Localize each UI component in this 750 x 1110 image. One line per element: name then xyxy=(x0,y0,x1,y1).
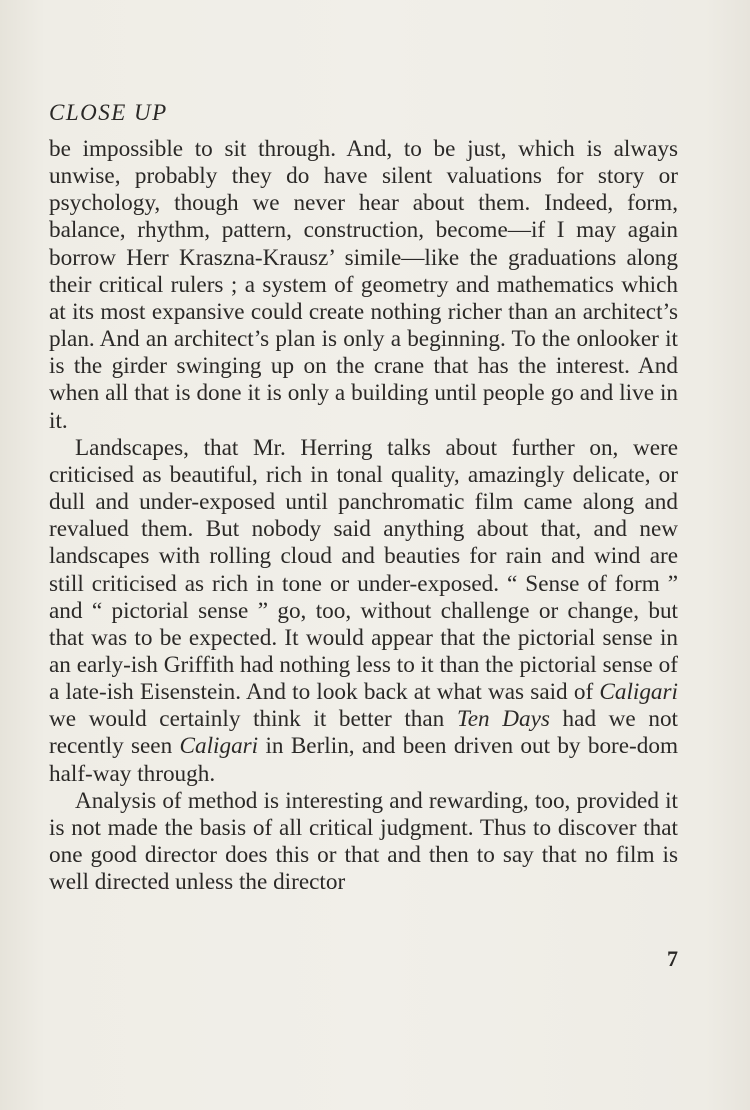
film-title-caligari: Caligari xyxy=(599,679,678,706)
body-text xyxy=(49,136,678,896)
text-segment: Landscapes, that Mr. Herring talks about further on, were criticised as beautiful, rich in tonal quality, amazingly delicate, or dull and under-exposed until panchromatic film came along and revalued them. But nobody said anything about that, and new landscapes with rolling cloud and beauties for rain and wind are still criticised as rich in tone or under-exposed. “ Sense of form ” and “ pictorial sense ” go, too, without challenge or change, but that was to be expected. It would appear that the pictorial sense in an early-ish Griffith had nothing less to it than the pictorial sense of a late-ish Eisenstein. And to look back at what was said of xyxy=(49,434,678,706)
page-number: 7 xyxy=(667,946,678,971)
paragraph-2 xyxy=(49,435,678,788)
film-title-ten-days: Ten Days xyxy=(456,706,550,733)
paragraph-1 xyxy=(49,136,678,435)
paragraph-3 xyxy=(49,788,678,897)
text-segment: in Berlin, and been driven out by bore-dom half-way through. xyxy=(49,733,678,787)
text-segment: we would certainly think it better than xyxy=(49,706,457,733)
text-segment: be impossible to sit through. And, to be just, which is always unwise, probably they do have silent valuations for story or psychology, though we never hear about them. Indeed, form, balance, rhythm, pattern, construction, become—if I may again borrow Herr Kraszna-Krausz’ simile—like the graduations along their critical rulers ; a system of geometry and mathematics which at its most expansive could create nothing richer than an architect’s plan. And an architect’s plan is only a beginning. To the onlooker it is the girder swinging up on the crane that has the interest. And when all that is done it is only a building until people go and live in it. xyxy=(49,136,678,434)
running-head: CLOSE UP xyxy=(49,100,168,125)
text-segment: Analysis of method is interesting and rewarding, too, provided it is not made the basis of all critical judgment. Thus to discover that one good director does this or that and then to say that no film is well directed unless the director xyxy=(49,787,678,896)
text-segment: had we not recently seen xyxy=(49,706,679,760)
film-title-caligari: Caligari xyxy=(179,733,259,760)
